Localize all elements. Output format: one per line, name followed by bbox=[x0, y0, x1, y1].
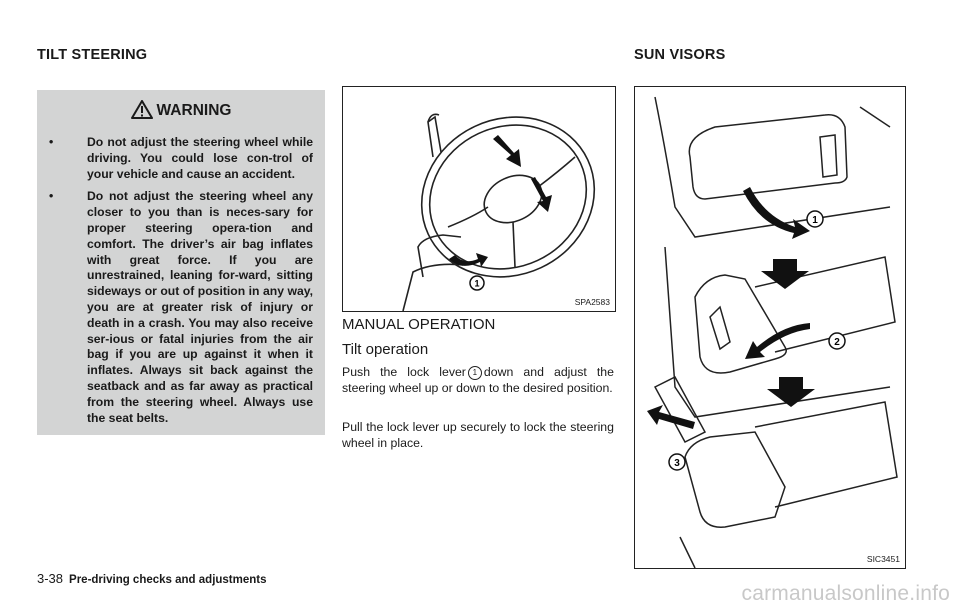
sun-visor-illustration bbox=[635, 87, 905, 568]
warning-list bbox=[49, 135, 313, 433]
tilt-paragraph-1 bbox=[342, 364, 614, 396]
page-footer bbox=[37, 571, 267, 586]
callout-2: 2 bbox=[834, 337, 840, 348]
figure-code: SIC3451 bbox=[866, 554, 900, 564]
tilt-operation-subtitle: Tilt operation bbox=[342, 341, 429, 358]
warning-title-text: WARNING bbox=[156, 102, 232, 119]
callout-3: 3 bbox=[674, 458, 680, 469]
warning-item bbox=[49, 189, 313, 426]
warning-item bbox=[49, 135, 313, 182]
watermark: carmanualsonline.info bbox=[741, 582, 950, 605]
sun-visors-heading: SUN VISORS bbox=[634, 47, 726, 63]
figure-code: SPA2583 bbox=[574, 297, 610, 307]
warning-item-text: Do not adjust the steering wheel while driving. You could lose con-trol of your vehicle and cause an accident. bbox=[87, 135, 313, 181]
warning-item-text: Do not adjust the steering wheel any closer to you than is neces-sary for proper steering opera-tion and comfort. The driver’s air bag inflates with great force. If you are unrestrained, leaning for-ward, sitting sideways or out of position in any way, you are at greater risk of injury or death in a crash. You may also receive ser-ious or fatal injuries from the air bag if you are up against it when it inflates. Always sit back against the seatback and as far away as practical from the steering wheel. Always use the seat belts. bbox=[87, 189, 313, 425]
callout-1: 1 bbox=[474, 278, 480, 289]
tilt-paragraph-2: Pull the lock lever up securely to lock the steering wheel in place. bbox=[342, 420, 614, 450]
page-number: 3-38 bbox=[37, 571, 64, 586]
steering-wheel-illustration bbox=[343, 87, 615, 311]
bullet: • bbox=[49, 135, 54, 149]
p1-before: Push the lock lever bbox=[342, 365, 466, 379]
lock-lever-ref: 1 bbox=[468, 366, 482, 380]
tilt-steering-heading: TILT STEERING bbox=[37, 47, 148, 63]
warning-box bbox=[37, 90, 325, 435]
warning-title bbox=[37, 100, 325, 120]
bullet: • bbox=[49, 189, 54, 204]
manual-operation-title: MANUAL OPERATION bbox=[342, 316, 496, 333]
sun-visor-figure bbox=[634, 86, 906, 569]
warning-triangle-icon bbox=[131, 100, 153, 119]
steering-figure bbox=[342, 86, 616, 312]
p1-after: down and adjust the steering wheel up or down to the desired position. bbox=[342, 365, 614, 395]
section-name: Pre-driving checks and adjustments bbox=[69, 574, 267, 586]
callout-1: 1 bbox=[812, 215, 818, 226]
